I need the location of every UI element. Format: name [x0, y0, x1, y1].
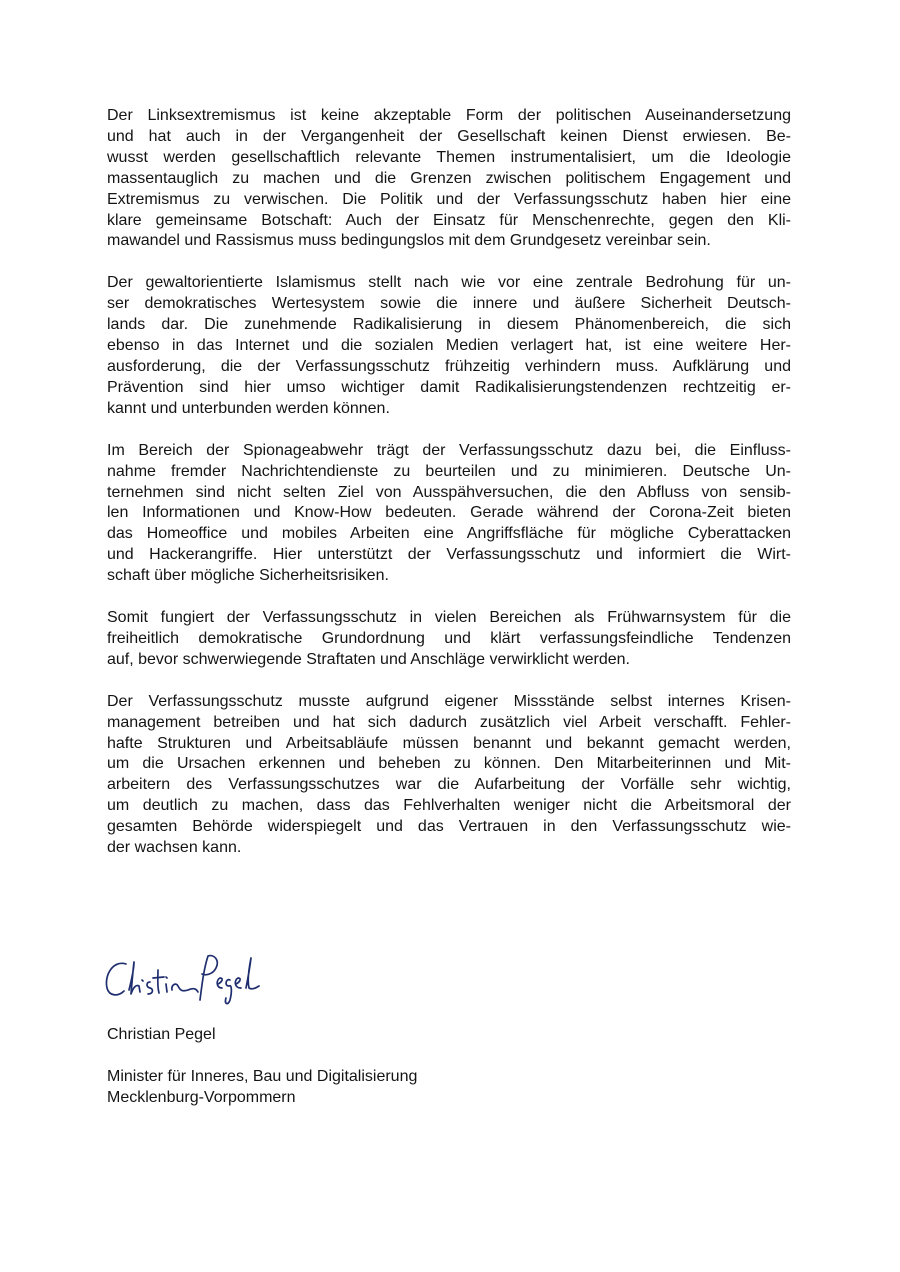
paragraph-line: ser demokratisches Wertesystem sowie die innere und äußere Sicherheit Deutsch- [107, 295, 791, 313]
paragraph-line: Im Bereich der Spionageabwehr trägt der Verfassungsschutz dazu bei, die Einfluss- [107, 441, 791, 459]
paragraph-line: gesamten Behörde widerspiegelt und das Vertrauen in den Verfassungsschutz wie- [107, 818, 791, 836]
paragraph-line: um deutlich zu machen, dass das Fehlverhalten weniger nicht die Arbeitsmoral der [107, 797, 791, 815]
paragraph [107, 608, 791, 671]
paragraph-line: wusst werden gesellschaftlich relevante Themen instrumentalisiert, um die Ideologie [107, 148, 791, 166]
paragraph-line: arbeitern des Verfassungsschutzes war die Aufarbeitung der Vorfälle sehr wichtig, [107, 776, 791, 794]
paragraph-line: Der gewaltorientierte Islamismus stellt nach wie vor eine zentrale Bedrohung für un- [107, 274, 791, 292]
paragraph [107, 441, 791, 587]
paragraph-line: ausforderung, die der Verfassungsschutz frühzeitig verhindern muss. Aufklärung und [107, 357, 791, 375]
paragraph-line: ebenso in das Internet und die sozialen Medien verlagert hat, ist eine weitere Her- [107, 337, 791, 355]
paragraph-line: freiheitlich demokratische Grundordnung und klärt verfassungsfeindliche Tendenzen [107, 629, 791, 647]
paragraph-line: um die Ursachen erkennen und beheben zu können. Den Mitarbeiterinnen und Mit- [107, 755, 791, 773]
paragraph-line: nahme fremder Nachrichtendienste zu beurteilen und zu minimieren. Deutsche Un- [107, 462, 791, 480]
paragraph [107, 106, 791, 252]
paragraph-line: management betreiben und hat sich dadurch zusätzlich viel Arbeit verschafft. Fehler- [107, 713, 791, 731]
paragraph-line: Der Verfassungsschutz musste aufgrund eigener Missstände selbst internes Krisen- [107, 692, 791, 710]
signer-title: Minister für Inneres, Bau und Digitalisierung [107, 1068, 418, 1085]
paragraph-line: und hat auch in der Vergangenheit der Gesellschaft keinen Dienst erwiesen. Be- [107, 127, 791, 145]
paragraph-line: massentauglich zu machen und die Grenzen zwischen politischem Engagement und [107, 169, 791, 187]
paragraph-line: lands dar. Die zunehmende Radikalisierung in diesem Phänomenbereich, die sich [107, 316, 791, 334]
paragraph-line: Der Linksextremismus ist keine akzeptable Form der politischen Auseinandersetzung [107, 107, 791, 124]
paragraph-line: kannt und unterbunden werden können. [107, 399, 390, 417]
paragraph-line: auf, bevor schwerwiegende Straftaten und Anschläge verwirklicht werden. [107, 650, 630, 668]
paragraph-line: klare gemeinsame Botschaft: Auch der Einsatz für Menschenrechte, gegen den Kli- [107, 211, 791, 229]
paragraph-line: len Informationen und Know-How bedeuten. Gerade während der Corona-Zeit bieten [107, 504, 791, 522]
paragraph-line: der wachsen kann. [107, 839, 242, 857]
handwritten-signature [96, 944, 266, 1010]
paragraph-line: ternehmen sind nicht selten Ziel von Ausspähversuchen, die den Abfluss von sensib- [107, 483, 791, 501]
paragraph-line: Extremismus zu verwischen. Die Politik und der Verfassungsschutz haben hier eine [107, 190, 791, 208]
signer-state: Mecklenburg-Vorpommern [107, 1089, 296, 1106]
paragraph-line: mawandel und Rassismus muss bedingungslos mit dem Grundgesetz vereinbar sein. [107, 232, 711, 250]
signer-name: Christian Pegel [107, 1026, 216, 1043]
paragraph [107, 273, 791, 419]
letter-body [107, 106, 791, 880]
paragraph-line: Somit fungiert der Verfassungsschutz in vielen Bereichen als Frühwarnsystem für die [107, 609, 791, 627]
paragraph [107, 692, 791, 859]
paragraph-line: schaft über mögliche Sicherheitsrisiken. [107, 567, 389, 585]
paragraph-line: das Homeoffice und mobiles Arbeiten eine Angriffsfläche für mögliche Cyberattacken [107, 525, 791, 543]
paragraph-line: hafte Strukturen und Arbeitsabläufe müssen benannt und bekannt gemacht werden, [107, 734, 791, 752]
paragraph-line: und Hackerangriffe. Hier unterstützt der Verfassungsschutz und informiert die Wirt- [107, 546, 791, 564]
paragraph-line: Prävention sind hier umso wichtiger damit Radikalisierungstendenzen rechtzeitig er- [107, 378, 791, 396]
signer-role-block [107, 1066, 417, 1108]
